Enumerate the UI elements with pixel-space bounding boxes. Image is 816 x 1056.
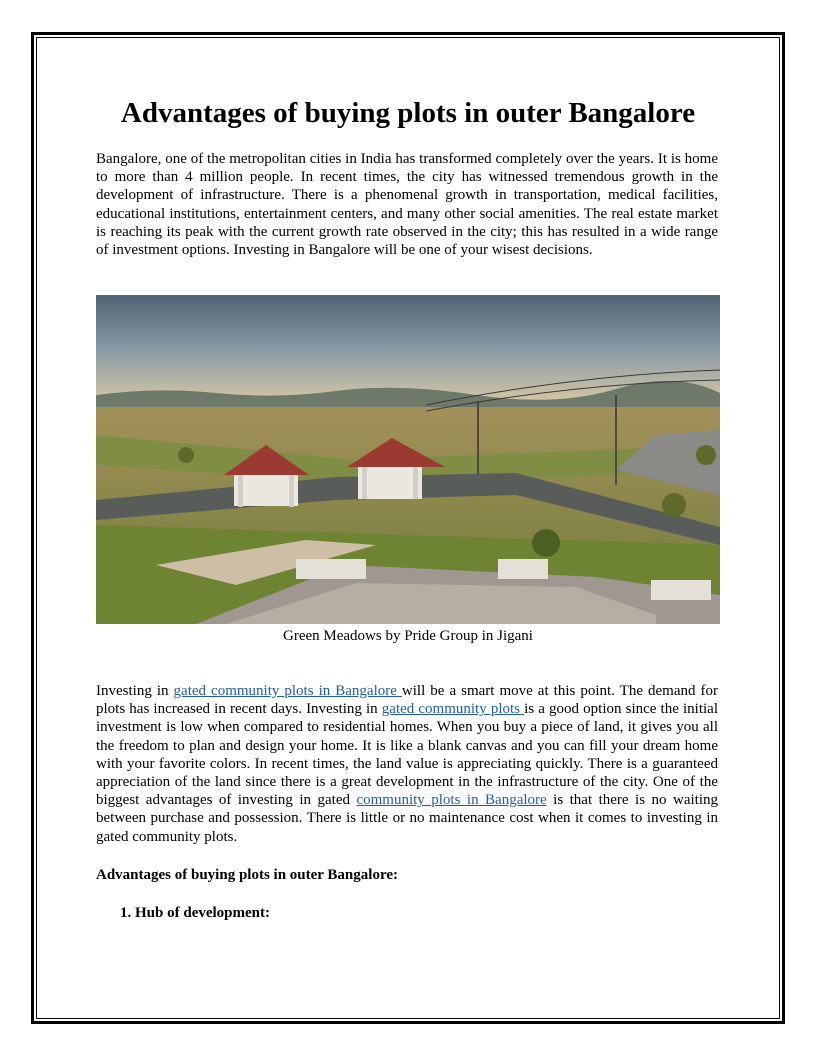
- body-text-3: is a good option since the initial investment is low when compared to residential homes. When you buy a piece of land, it gives you all the freedom to plan and design your home. It is like a blank canvas and you can fill your dream home with your favorite colors. In recent times, the land value is appreciating quickly. There is a guaranteed appreciation of the land since there is a great development in the infrastructure of the city. One of the biggest advantages of investing in gated: [96, 701, 718, 809]
- image-caption: Green Meadows by Pride Group in Jigani: [283, 628, 533, 644]
- body-text-4: is that there is no waiting between purchase and possession. There is little or no maintenance cost when it comes to investing in gated community plots.: [96, 792, 718, 845]
- intro-paragraph: Bangalore, one of the metropolitan cities in India has transformed completely over the years. It is home to more than 4 million people. In recent times, the city has witnessed tremendous growth in the development of infrastructure. There is a phenomenal growth in transportation, medical facilities, educational institutions, entertainment centers, and many other social amenities. The real estate market is reaching its peak with the current growth rate observed in the city; this has resulted in a wide range of investment options. Investing in Bangalore will be one of your wisest decisions.: [96, 151, 718, 259]
- body-text-2: will be a smart move at this point. The demand for plots has increased in recent days. Investing in: [96, 683, 719, 718]
- document-title: Advantages of buying plots in outer Bangalore: [120, 97, 696, 129]
- gated-community-plots-link[interactable]: gated community plots: [381, 701, 525, 718]
- section-heading: Advantages of buying plots in outer Bangalore:: [96, 867, 398, 883]
- gated-community-plots-bangalore-link[interactable]: gated community plots in Bangalore: [173, 683, 402, 699]
- body-paragraph: [96, 682, 718, 846]
- landscape-photo: [96, 295, 720, 624]
- community-plots-bangalore-link[interactable]: community plots in Bangalore: [356, 792, 547, 809]
- body-text-1: Investing in: [96, 683, 174, 699]
- list-item-hub-of-development: 1. Hub of development:: [120, 905, 270, 921]
